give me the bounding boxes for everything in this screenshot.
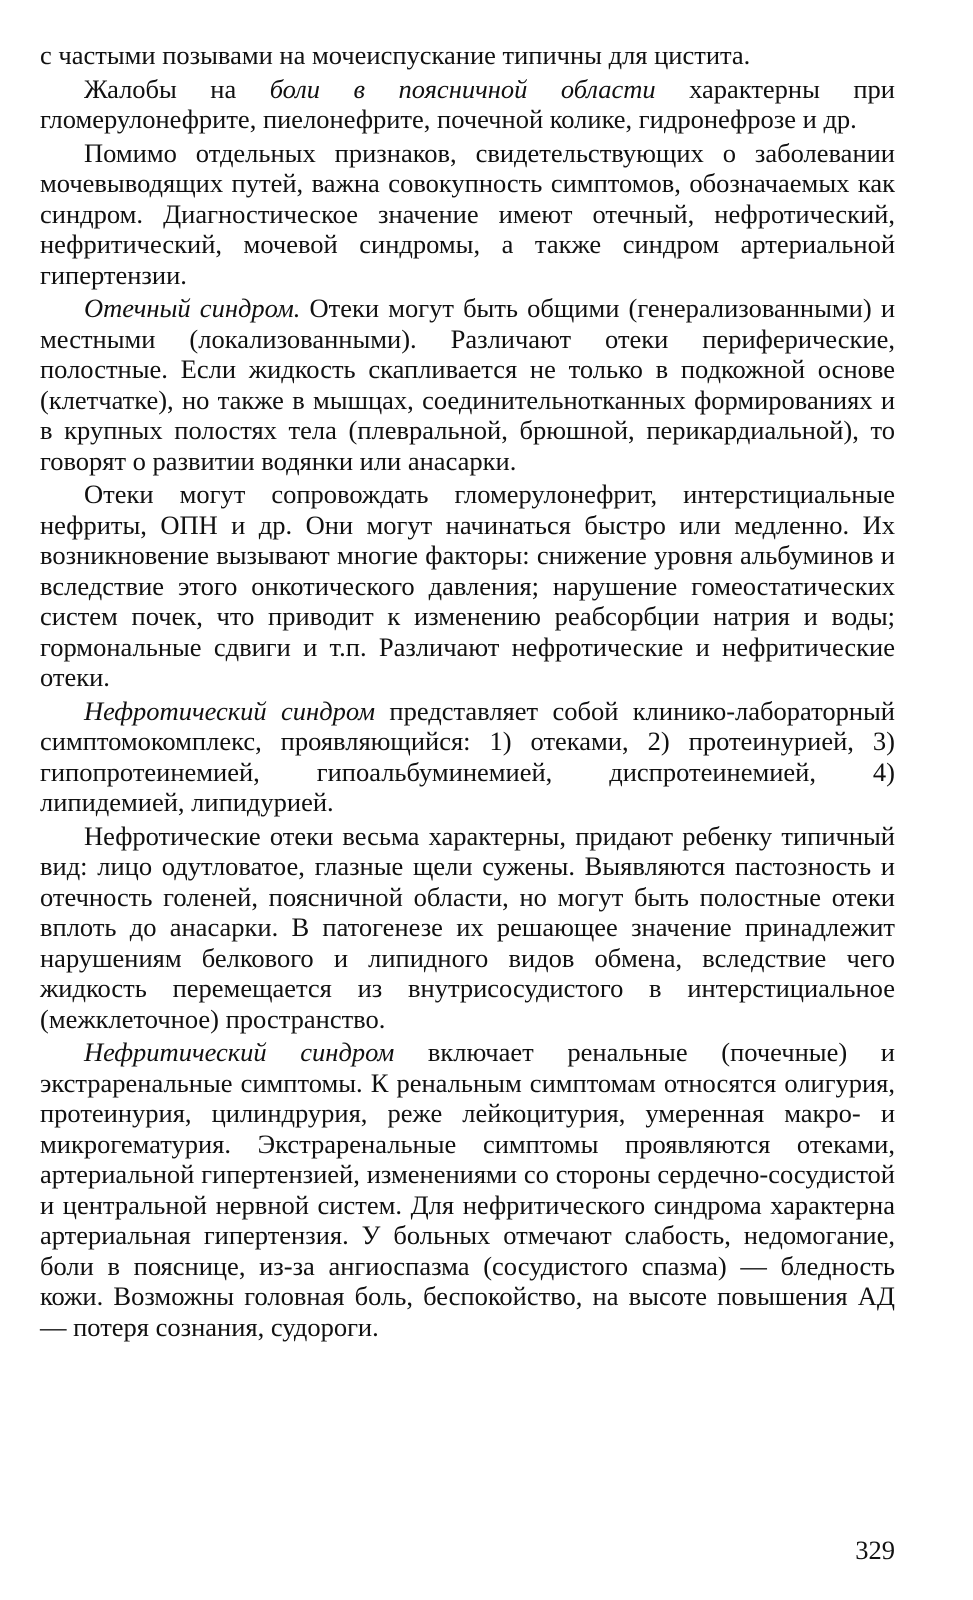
italic-heading: Нефротический синдром bbox=[84, 695, 376, 726]
paragraph-3 bbox=[40, 138, 895, 291]
paragraph-5 bbox=[40, 479, 895, 693]
paragraph-text: представляет собой клинико-лабораторный симптомокомплекс, проявляющийся: 1) отеками, 2) протеинурией, 3) гипопротеинемией, гипоальбуминемией, диспротеинемией, 4) липидемией, липидурией. bbox=[40, 695, 895, 817]
document-page bbox=[40, 40, 895, 1345]
italic-heading: Отечный синдром. bbox=[84, 293, 301, 323]
paragraph-8 bbox=[40, 1037, 895, 1342]
paragraph-2 bbox=[40, 74, 895, 135]
paragraph-text: Нефротические отеки весьма характерны, придают ребенку типичный вид: лицо одутловатое, глазные щели сужены. Выявляются пастозность и отечность голеней, поясничной области, но могут быть полостные отеки вплоть до анасарки. В патогенезе их решающее значение принадлежит нарушениям белкового и липидного видов обмена, вследствие чего жидкость перемещается из внутрисосудистого в интерстициальное (межклеточное) пространство. bbox=[40, 820, 895, 1034]
paragraph-7 bbox=[40, 821, 895, 1035]
paragraph-text: с частыми позывами на мочеиспускание типичны для цистита. bbox=[40, 40, 751, 70]
paragraph-4 bbox=[40, 293, 895, 476]
paragraph-lead: Жалобы на bbox=[84, 73, 270, 104]
paragraph-text: Отеки могут быть общими (генерализованными) и местными (локализованными). Различают отеки периферические, полостные. Если жидкость скапливается не только в подкожной основе (клетчатке), но также в мышцах, соединительнотканных формированиях и в крупных полостях тела (плевральной, брюшной, перикардиальной), то говорят о развитии водянки или анасарки. bbox=[40, 293, 896, 476]
paragraph-6 bbox=[40, 696, 895, 818]
paragraph-text: Помимо отдельных признаков, свидетельствующих о заболевании мочевыводящих путей, важна совокупность симптомов, обозначаемых как синдром. Диагностическое значение имеют отечный, нефротический, нефритический, мочевой синдромы, а также синдром артериальной гипертензии. bbox=[40, 137, 895, 290]
italic-heading: Нефритический синдром bbox=[84, 1037, 395, 1067]
paragraph-text: характерны при гломерулонефрите, пиелонефрите, почечной колике, гидронефрозе и др. bbox=[40, 73, 895, 134]
italic-phrase: боли в поясничной области bbox=[269, 73, 656, 104]
paragraph-1 bbox=[40, 40, 895, 71]
page-number: 329 bbox=[855, 1535, 895, 1565]
paragraph-text: включает ренальные (почечные) и экстраренальные симптомы. К ренальным симптомам относятся олигурия, протеинурия, цилиндрурия, реже лейкоцитурия, умеренная макро- и микрогематурия. Экстраренальные симптомы проявляются отеками, артериальной гипертензией, изменениями со стороны сердечно-сосудистой и центральной нервной систем. Для нефритического синдрома характерна артериальная гипертензия. У больных отмечают слабость, недомогание, боли в пояснице, из-за ангиоспазма (сосудистого спазма) — бледность кожи. Возможны головная боль, беспокойство, на высоте повышения АД — потеря сознания, судороги. bbox=[40, 1037, 895, 1342]
paragraph-text: Отеки могут сопровождать гломерулонефрит, интерстициальные нефриты, ОПН и др. Они могут начинаться быстро или медленно. Их возникновение вызывают многие факторы: снижение уровня альбуминов и вследствие этого онкотического давления; нарушение гомеостатических систем почек, что приводит к изменению реабсорбции натрия и воды; гормональные сдвиги и т.п. Различают нефротические и нефритические отеки. bbox=[40, 479, 895, 692]
